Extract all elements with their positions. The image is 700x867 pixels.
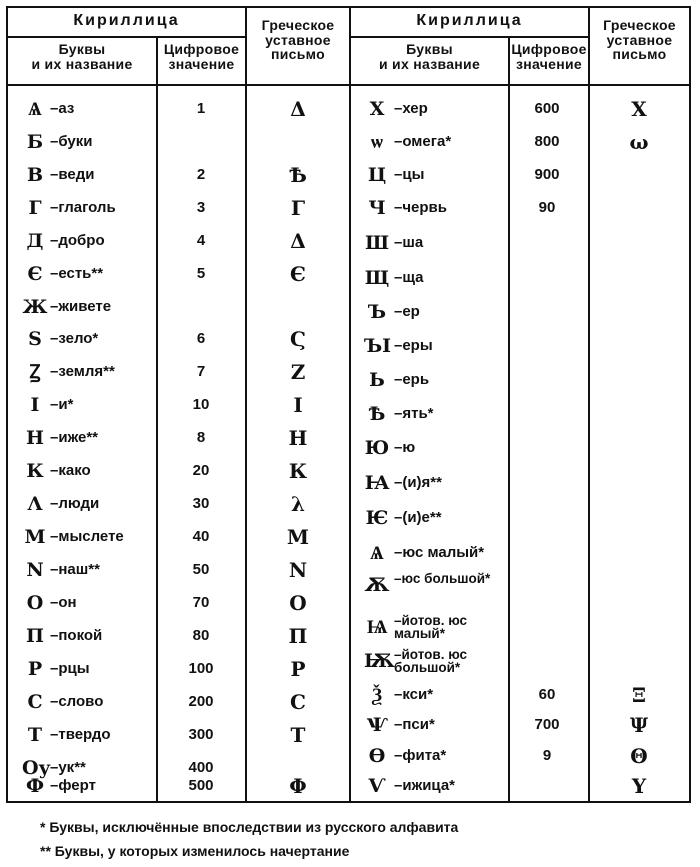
header-letters-line1: Буквы: [406, 41, 453, 57]
letter-name: –цы: [394, 166, 425, 183]
footnote-excluded-letters: * Буквы, исключённые впоследствии из русского алфавита: [40, 819, 459, 835]
letter-name: –юс малый*: [394, 544, 485, 561]
letter-name: –веди: [50, 166, 95, 183]
letter-name: –како: [50, 462, 91, 479]
letter-name: –ферт: [50, 777, 96, 794]
letter-name: –мыслете: [50, 528, 124, 545]
letter-name: –хер: [394, 100, 428, 117]
cyrillic-letter: Ѧ: [370, 542, 384, 564]
letter-name: –он: [50, 594, 77, 611]
numeric-value: 80: [192, 627, 210, 644]
letter-name: –живете: [50, 298, 112, 315]
letter-name: –покой: [50, 627, 103, 644]
letter-name: –добро: [50, 232, 105, 249]
greek-letter: К: [288, 459, 308, 483]
greek-letter: Χ: [631, 97, 647, 121]
letter-name: –люди: [50, 495, 100, 512]
letter-name: –(и)я**: [394, 474, 442, 491]
cyrillic-letter: Ꙗ: [364, 472, 390, 494]
greek-letter: Ι: [293, 393, 303, 417]
greek-letter: Φ: [289, 774, 307, 798]
column-divider: [349, 8, 351, 801]
letter-name: –ерь: [394, 371, 430, 388]
header-letters-line2: и их название: [31, 55, 133, 72]
cyrillic-letter: N: [26, 559, 44, 581]
numeric-value: 400: [188, 759, 214, 776]
cyrillic-letter: В: [26, 164, 44, 186]
header-cyrillic-right: Кириллица: [416, 12, 523, 29]
column-divider: [245, 8, 247, 801]
letter-name: –омега*: [394, 133, 452, 150]
header-letters-line2: и их название: [378, 55, 481, 72]
cyrillic-letter: Ѳ: [368, 745, 386, 767]
cyrillic-letter: С: [27, 691, 43, 713]
numeric-value: 10: [192, 396, 210, 413]
numeric-value: 200: [188, 693, 214, 710]
cyrillic-letter: Ѧ: [28, 98, 42, 120]
letter-name: –ук**: [50, 759, 86, 776]
cyrillic-letter: Ъ: [367, 301, 387, 323]
letter-name: –твердо: [50, 726, 111, 743]
cyrillic-letter: Н: [26, 427, 44, 449]
cyrillic-letter: Ф: [25, 775, 45, 797]
greek-letter: Δ: [290, 97, 306, 121]
greek-letter: Ϛ: [290, 327, 306, 351]
cyrillic-letter: Х: [369, 98, 385, 120]
numeric-value: 90: [538, 199, 556, 216]
letter-name: –фита*: [394, 747, 447, 764]
header-greek-line1: Греческое: [603, 17, 676, 33]
cyrillic-letter: Ч: [368, 197, 386, 219]
footnote-changed-letters: ** Буквы, у которых изменилось начертание: [40, 843, 350, 859]
header-letters-left: [8, 42, 156, 71]
cyrillic-letter: О: [26, 592, 44, 614]
greek-letter: О: [289, 591, 307, 615]
letter-name: –наш**: [50, 561, 100, 578]
greek-letter: М: [286, 525, 310, 549]
greek-letter: Z: [290, 360, 306, 384]
cyrillic-letter: Ц: [367, 164, 387, 186]
numeric-value: 7: [196, 363, 206, 380]
numeric-value: 300: [188, 726, 214, 743]
greek-letter: Δ: [290, 229, 306, 253]
numeric-value: 70: [192, 594, 210, 611]
letter-name: –глаголь: [50, 199, 116, 216]
cyrillic-letter: Ѕ: [28, 328, 42, 350]
cyrillic-letter: Щ: [364, 267, 390, 289]
cyrillic-letter: Λ: [27, 493, 43, 515]
cyrillic-letter: Оу: [22, 757, 51, 779]
header-numeric-right: [510, 42, 588, 71]
cyrillic-letter: Ѥ: [365, 507, 389, 529]
greek-letter: Ξ: [631, 683, 647, 707]
cyrillic-letter: П: [26, 625, 44, 647]
header-numeric-line1: Цифровое: [163, 41, 240, 57]
numeric-value: 4: [196, 232, 206, 249]
cyrillic-letter: Ѣ: [368, 403, 386, 425]
cyrillic-letter: Є: [27, 263, 43, 285]
letter-name: –иже**: [50, 429, 99, 446]
numeric-value: 5: [196, 265, 206, 282]
letter-name: –есть**: [50, 265, 104, 282]
column-divider: [588, 8, 590, 801]
letter-name: –пси*: [394, 716, 435, 733]
letter-name: –(и)е**: [394, 509, 442, 526]
row-divider: [349, 36, 588, 38]
numeric-value: 2: [196, 166, 206, 183]
numeric-value: 3: [196, 199, 206, 216]
cyrillic-letter: Д: [26, 230, 44, 252]
column-divider: [508, 38, 510, 801]
letter-name: –ша: [394, 234, 424, 251]
greek-letter: Є: [290, 262, 306, 286]
numeric-value: 40: [192, 528, 210, 545]
letter-name: –рцы: [50, 660, 90, 677]
numeric-value: 60: [538, 686, 556, 703]
header-greek-line2: уставное: [265, 31, 331, 48]
header-numeric-left: [158, 42, 245, 71]
header-numeric-line2: значение: [515, 55, 582, 72]
cyrillic-letter: Ѱ: [366, 714, 388, 736]
cyrillic-letter: Ѫ: [364, 574, 390, 596]
letter-name: –буки: [50, 133, 93, 150]
greek-letter: Р: [290, 657, 306, 681]
greek-letter: N: [288, 558, 308, 582]
numeric-value: 900: [534, 166, 560, 183]
cyrillic-letter: ѡ: [371, 131, 383, 153]
header-greek-line1: Греческое: [261, 17, 335, 33]
letter-name: –юс большой*: [394, 571, 491, 586]
greek-letter: Υ: [631, 774, 647, 798]
cyrillic-letter: Ꙁ: [29, 361, 41, 383]
header-cyrillic-left: Кириллица: [73, 12, 180, 29]
letter-name: –йотов. юс большой*: [394, 647, 468, 675]
numeric-value: 600: [534, 100, 560, 117]
cyrillic-letter: Ш: [364, 232, 390, 254]
numeric-value: 30: [192, 495, 210, 512]
cyrillic-letter: М: [24, 526, 46, 548]
cyrillic-letter: Ѯ: [371, 684, 383, 706]
numeric-value: 20: [192, 462, 210, 479]
cyrillic-letter: Ю: [364, 437, 390, 459]
numeric-value: 800: [534, 133, 560, 150]
cyrillic-letter: Ь: [369, 369, 385, 391]
greek-letter: Ѣ: [289, 163, 307, 187]
cyrillic-letter: ЪІ: [364, 335, 392, 357]
numeric-value: 9: [542, 747, 552, 764]
header-greek-left: [247, 18, 349, 62]
header-greek-line3: письмо: [271, 46, 325, 63]
cyrillic-letter: Ѩ: [366, 616, 388, 638]
letter-name: –ща: [394, 269, 424, 286]
cyrillic-letter: Т: [27, 724, 43, 746]
greek-letter: Н: [288, 426, 308, 450]
cyrillic-letter: І: [30, 394, 40, 416]
header-greek-right: [590, 18, 689, 62]
letter-name: –ижица*: [394, 777, 456, 794]
greek-letter: П: [288, 624, 308, 648]
letter-name: –ять*: [394, 405, 434, 422]
header-greek-line2: уставное: [606, 31, 673, 48]
letter-name: –ер: [394, 303, 420, 320]
greek-letter: Γ: [290, 196, 306, 220]
letter-name: –земля**: [50, 363, 115, 380]
numeric-value: 500: [188, 777, 214, 794]
cyrillic-letter: Б: [26, 131, 44, 153]
cyrillic-letter: Ѵ: [368, 775, 386, 797]
cyrillic-letter: К: [26, 460, 44, 482]
letter-name: –слово: [50, 693, 104, 710]
cyrillic-letter: Г: [28, 197, 42, 219]
letter-name: –червь: [394, 199, 447, 216]
header-numeric-line2: значение: [168, 55, 235, 72]
cyrillic-letter: Ѭ: [364, 650, 395, 672]
numeric-value: 700: [534, 716, 560, 733]
greek-letter: λ: [290, 492, 306, 516]
greek-letter: ω: [629, 130, 649, 154]
letter-name: –зело*: [50, 330, 99, 347]
header-numeric-line1: Цифровое: [511, 41, 587, 57]
greek-letter: Ψ: [629, 713, 649, 737]
row-divider: [8, 36, 245, 38]
cyrillic-letter: Р: [27, 658, 43, 680]
letter-name: –ю: [394, 439, 416, 456]
letter-name: –еры: [394, 337, 433, 354]
greek-letter: Т: [290, 723, 306, 747]
numeric-value: 100: [188, 660, 214, 677]
letter-name: –йотов. юс малый*: [394, 613, 468, 641]
numeric-value: 6: [196, 330, 206, 347]
header-letters-right: [351, 42, 508, 71]
column-divider: [156, 38, 158, 801]
alphabet-table: [6, 6, 691, 803]
letter-name: –кси*: [394, 686, 434, 703]
cyrillic-letter: Ж: [22, 296, 48, 318]
letter-name: –и*: [50, 396, 74, 413]
header-letters-line1: Буквы: [58, 41, 106, 57]
header-greek-line3: письмо: [612, 46, 667, 63]
greek-letter: С: [290, 690, 306, 714]
footnotes: [40, 815, 458, 863]
greek-letter: Θ: [630, 744, 648, 768]
letter-name: –аз: [50, 100, 75, 117]
header-divider: [8, 84, 689, 86]
numeric-value: 8: [196, 429, 206, 446]
numeric-value: 1: [196, 100, 206, 117]
numeric-value: 50: [192, 561, 210, 578]
